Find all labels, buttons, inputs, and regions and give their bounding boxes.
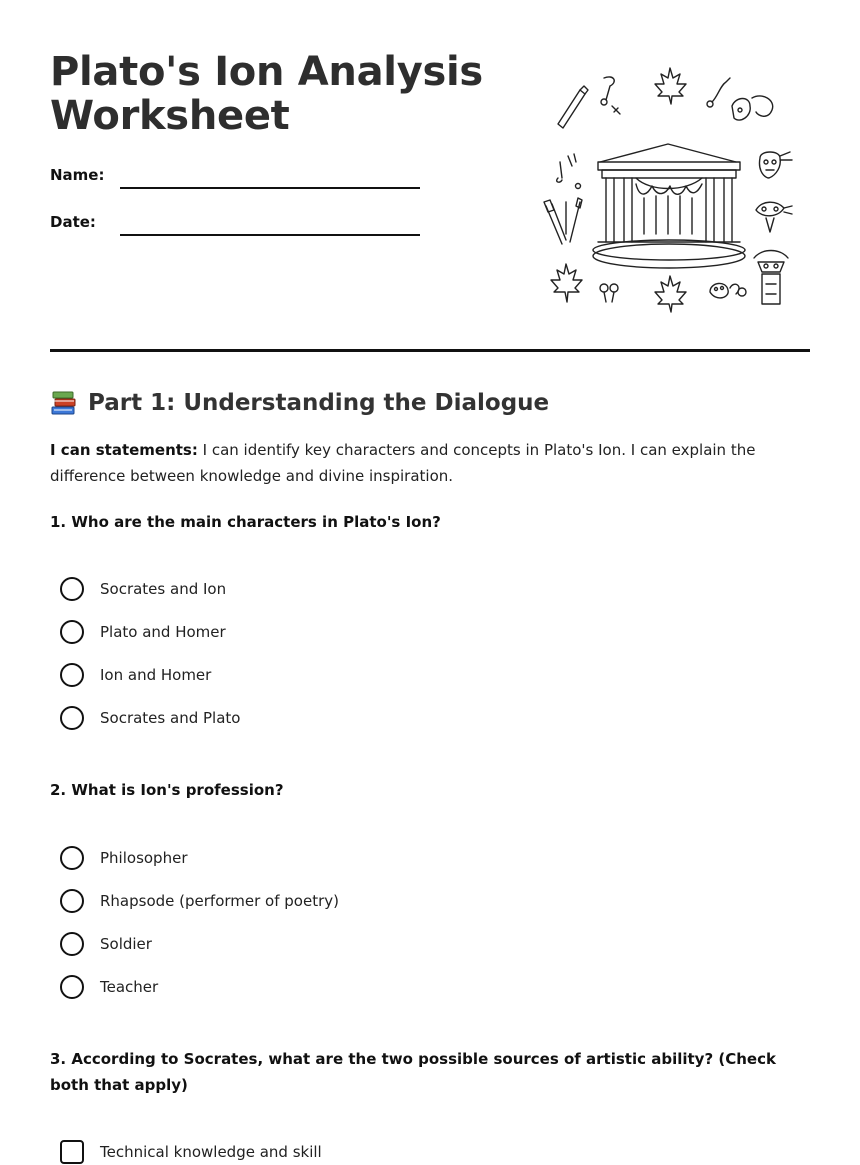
music-note-icon: [557, 154, 581, 189]
section-title-text: Part 1: Understanding the Dialogue: [88, 390, 550, 416]
name-label: Name:: [50, 166, 105, 184]
radio-button[interactable]: [60, 577, 84, 601]
option-label: Ion and Homer: [100, 666, 212, 684]
radio-button[interactable]: [60, 975, 84, 999]
maracas-icon: [600, 284, 618, 302]
option-label: Plato and Homer: [100, 623, 226, 641]
ican-label: I can statements:: [50, 441, 198, 459]
option-label: Teacher: [100, 978, 159, 996]
radio-button[interactable]: [60, 706, 84, 730]
option-q2-c[interactable]: [60, 931, 152, 957]
option-q2-a[interactable]: [60, 845, 187, 871]
music-note-icon: [707, 78, 730, 107]
mask-icon: [732, 96, 773, 120]
totem-icon: [754, 251, 788, 305]
option-q1-b[interactable]: [60, 619, 226, 645]
books-icon: [50, 389, 78, 417]
option-label: Technical knowledge and skill: [100, 1143, 322, 1161]
radio-button[interactable]: [60, 663, 84, 687]
maple-leaf-icon: [551, 264, 582, 302]
option-label: Socrates and Ion: [100, 580, 227, 598]
checkbox[interactable]: [60, 1140, 84, 1164]
maple-leaf-icon: [655, 276, 686, 312]
music-note-icon: [601, 77, 620, 114]
section-title-part1: [50, 389, 549, 417]
option-label: Socrates and Plato: [100, 709, 241, 727]
option-q1-c[interactable]: [60, 662, 211, 688]
theatre-stage-icon: [593, 144, 745, 268]
name-field[interactable]: [120, 187, 420, 189]
date-label: Date:: [50, 213, 96, 231]
option-q1-d[interactable]: [60, 705, 240, 731]
option-q1-a[interactable]: [60, 576, 226, 602]
radio-button[interactable]: [60, 889, 84, 913]
option-q2-d[interactable]: [60, 974, 158, 1000]
question-1: 1. Who are the main characters in Plato's Ion?: [50, 513, 441, 531]
theatre-illustration: [540, 66, 796, 316]
radio-button[interactable]: [60, 846, 84, 870]
option-label: Soldier: [100, 935, 152, 953]
mask-icon: [759, 152, 792, 178]
radio-button[interactable]: [60, 620, 84, 644]
option-q3-a[interactable]: [60, 1139, 322, 1165]
option-label: Philosopher: [100, 849, 188, 867]
question-2: 2. What is Ion's profession?: [50, 781, 284, 799]
question-3: 3. According to Socrates, what are the two possible sources of artistic ability? (Check both that apply): [50, 1050, 776, 1094]
page-title: Plato's Ion Analysis Worksheet: [50, 49, 483, 139]
ican-text: I can identify key characters and concepts in Plato's Ion. I can explain the difference between knowledge and divine inspiration.: [50, 441, 756, 485]
ican-statements: [50, 437, 810, 489]
date-field[interactable]: [120, 234, 420, 236]
radio-button[interactable]: [60, 932, 84, 956]
totem-icon: [756, 202, 792, 232]
section-divider: [50, 349, 810, 352]
palette-icon: [710, 283, 746, 298]
paintbrush-icon: [544, 198, 582, 244]
maple-leaf-icon: [655, 68, 686, 104]
option-q2-b[interactable]: [60, 888, 339, 914]
pencil-icon: [558, 86, 588, 128]
option-label: Rhapsode (performer of poetry): [100, 892, 339, 910]
